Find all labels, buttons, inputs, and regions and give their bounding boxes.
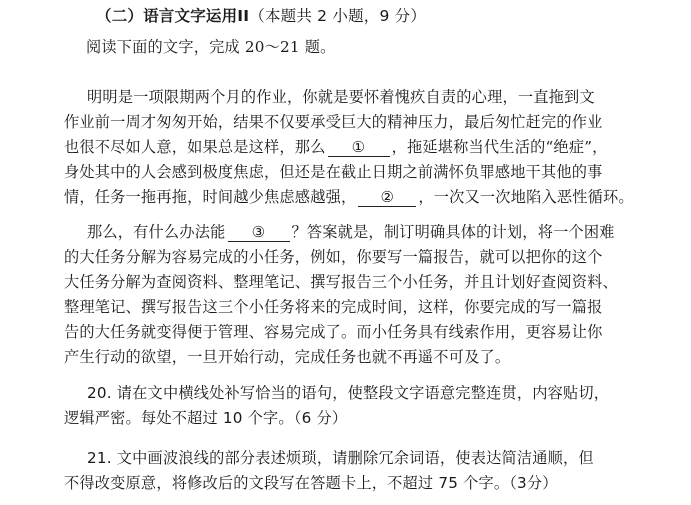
reading-instruction: 阅读下面的文字，完成 20～21 题。 [86, 38, 336, 56]
passage-p1-line-5-text: 情，任务一拖再拖，时间越少焦虑感越强， [64, 188, 357, 206]
question-20-line-2: 逻辑严密。每处不超过 10 个字。（6 分） [64, 409, 348, 427]
passage-p2-line-1 [87, 222, 615, 242]
passage-p1-line-5 [64, 187, 634, 207]
passage-p1-line-1: 明明是一项限期两个月的作业，你就是要怀着愧疚自责的心理，一直拖到文 [87, 88, 595, 106]
passage-p1-line-3 [64, 137, 608, 157]
passage-p1-line-4: 身处其中的人会感到极度焦虑，但还是在截止日期之前满怀负罪感地干其他的事 [64, 163, 603, 181]
passage-p1-line-5-end: ，一次又一次地陷入恶性循环。 [418, 188, 634, 206]
passage-p2-line-6: 产生行动的欲望，一旦开始行动，完成任务也就不再遥不可及了。 [64, 348, 511, 366]
answer-blank-2: ② [358, 189, 416, 207]
section-note: （本题共 2 小题，9 分） [249, 7, 427, 25]
passage-p1-line-3-end: ，拖延堪称当代生活的“绝症”， [391, 138, 608, 156]
passage-p2-line-1-end: ？答案就是，制订明确具体的计划，将一个困难 [291, 223, 615, 241]
question-20-line-1: 20. 请在文中横线处补写恰当的语句，使整段文字语意完整连贯，内容贴切， [87, 384, 610, 402]
passage-p2-line-5: 告的大任务就变得便于管理、容易完成了。而小任务具有线索作用，更容易让你 [64, 323, 603, 341]
passage-p1-line-3-text: 也很不尽如人意，如果总是这样，那么 [64, 138, 326, 156]
passage-p2-line-4: 整理笔记、撰写报告这三个小任务将来的完成时间，这样，你要完成的写一篇报 [64, 298, 603, 316]
passage-p2-line-2: 的大任务分解为容易完成的小任务，例如，你要写一篇报告，就可以把你的这个 [64, 248, 603, 266]
section-title: （二）语言文字运用II [96, 7, 250, 25]
answer-blank-1: ① [328, 139, 390, 157]
question-21-line-2: 不得改变原意，将修改后的文段写在答题卡上，不超过 75 个字。（3分） [64, 474, 558, 492]
passage-p2-line-1-text: 那么，有什么办法能 [87, 223, 226, 241]
question-21-line-1: 21. 文中画波浪线的部分表述烦琐，请删除冗余词语，使表达简洁通顺，但 [87, 449, 594, 467]
passage-p2-line-3: 大任务分解为查阅资料、整理笔记、撰写报告三个小任务，并且计划好查阅资料、 [64, 273, 618, 291]
passage-p1-line-2: 作业前一周才匆匆开始，结果不仅要承受巨大的精神压力，最后匆忙赶完的作业 [64, 113, 603, 131]
section-heading [96, 6, 426, 26]
answer-blank-3: ③ [228, 224, 290, 242]
